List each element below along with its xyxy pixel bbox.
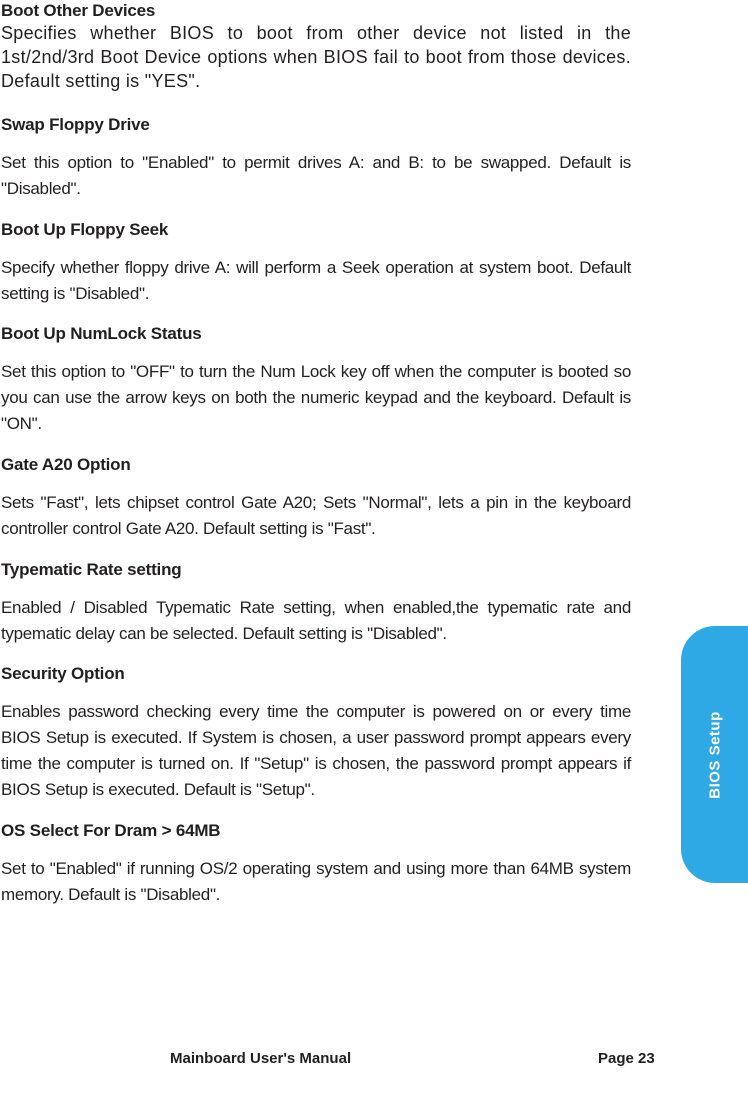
footer-manual-title: Mainboard User's Manual bbox=[170, 1050, 352, 1067]
side-tab-label: BIOS Setup bbox=[706, 710, 723, 799]
section-swap-floppy-drive bbox=[1, 114, 631, 202]
section-body: Enabled / Disabled Typematic Rate setting, when enabled,the typematic rate and typematic delay can be selected. Default setting is "Disabled". bbox=[1, 598, 631, 643]
section-body: Specifies whether BIOS to boot from other device not listed in the 1st/2nd/3rd Boot Device options when BIOS fail to boot from those devices. Default setting is "YES". bbox=[1, 23, 631, 91]
section-heading: Boot Up Floppy Seek bbox=[1, 220, 169, 239]
section-heading: Typematic Rate setting bbox=[1, 560, 182, 579]
section-security-option bbox=[1, 663, 631, 803]
section-gate-a20-option bbox=[1, 454, 631, 542]
section-os-select-for-dram bbox=[1, 820, 631, 908]
section-body: Sets "Fast", lets chipset control Gate A20; Sets "Normal", lets a pin in the keyboard controller control Gate A20. Default setting is "Fast". bbox=[1, 493, 631, 538]
section-body: Set this option to "Enabled" to permit drives A: and B: to be swapped. Default is "Disabled". bbox=[1, 153, 631, 198]
section-heading: Boot Other Devices bbox=[1, 1, 156, 20]
bios-setup-side-tab bbox=[681, 626, 748, 883]
section-boot-other-devices bbox=[1, 0, 631, 93]
section-body: Set this option to "OFF" to turn the Num Lock key off when the computer is booted so you can use the arrow keys on both the numeric keypad and the keyboard. Default is "ON". bbox=[1, 362, 631, 433]
section-typematic-rate-setting bbox=[1, 559, 631, 647]
section-body: Set to "Enabled" if running OS/2 operating system and using more than 64MB system memory. Default is "Disabled". bbox=[1, 859, 631, 904]
section-boot-up-numlock-status bbox=[1, 323, 631, 437]
section-heading: Boot Up NumLock Status bbox=[1, 324, 202, 343]
section-heading: Gate A20 Option bbox=[1, 455, 131, 474]
section-heading: Security Option bbox=[1, 664, 125, 683]
footer-page-number: Page 23 bbox=[598, 1050, 655, 1067]
section-boot-up-floppy-seek bbox=[1, 219, 631, 307]
page-footer bbox=[0, 1050, 748, 1072]
section-body: Specify whether floppy drive A: will perform a Seek operation at system boot. Default setting is "Disabled". bbox=[1, 258, 631, 303]
section-heading: Swap Floppy Drive bbox=[1, 115, 150, 134]
section-body: Enables password checking every time the computer is powered on or every time BIOS Setup is executed. If System is chosen, a user password prompt appears every time the computer is turned on. If "Setup" is chosen, the password prompt appears if BIOS Setup is executed. Default is "Setup". bbox=[1, 702, 631, 799]
section-heading: OS Select For Dram > 64MB bbox=[1, 821, 221, 840]
